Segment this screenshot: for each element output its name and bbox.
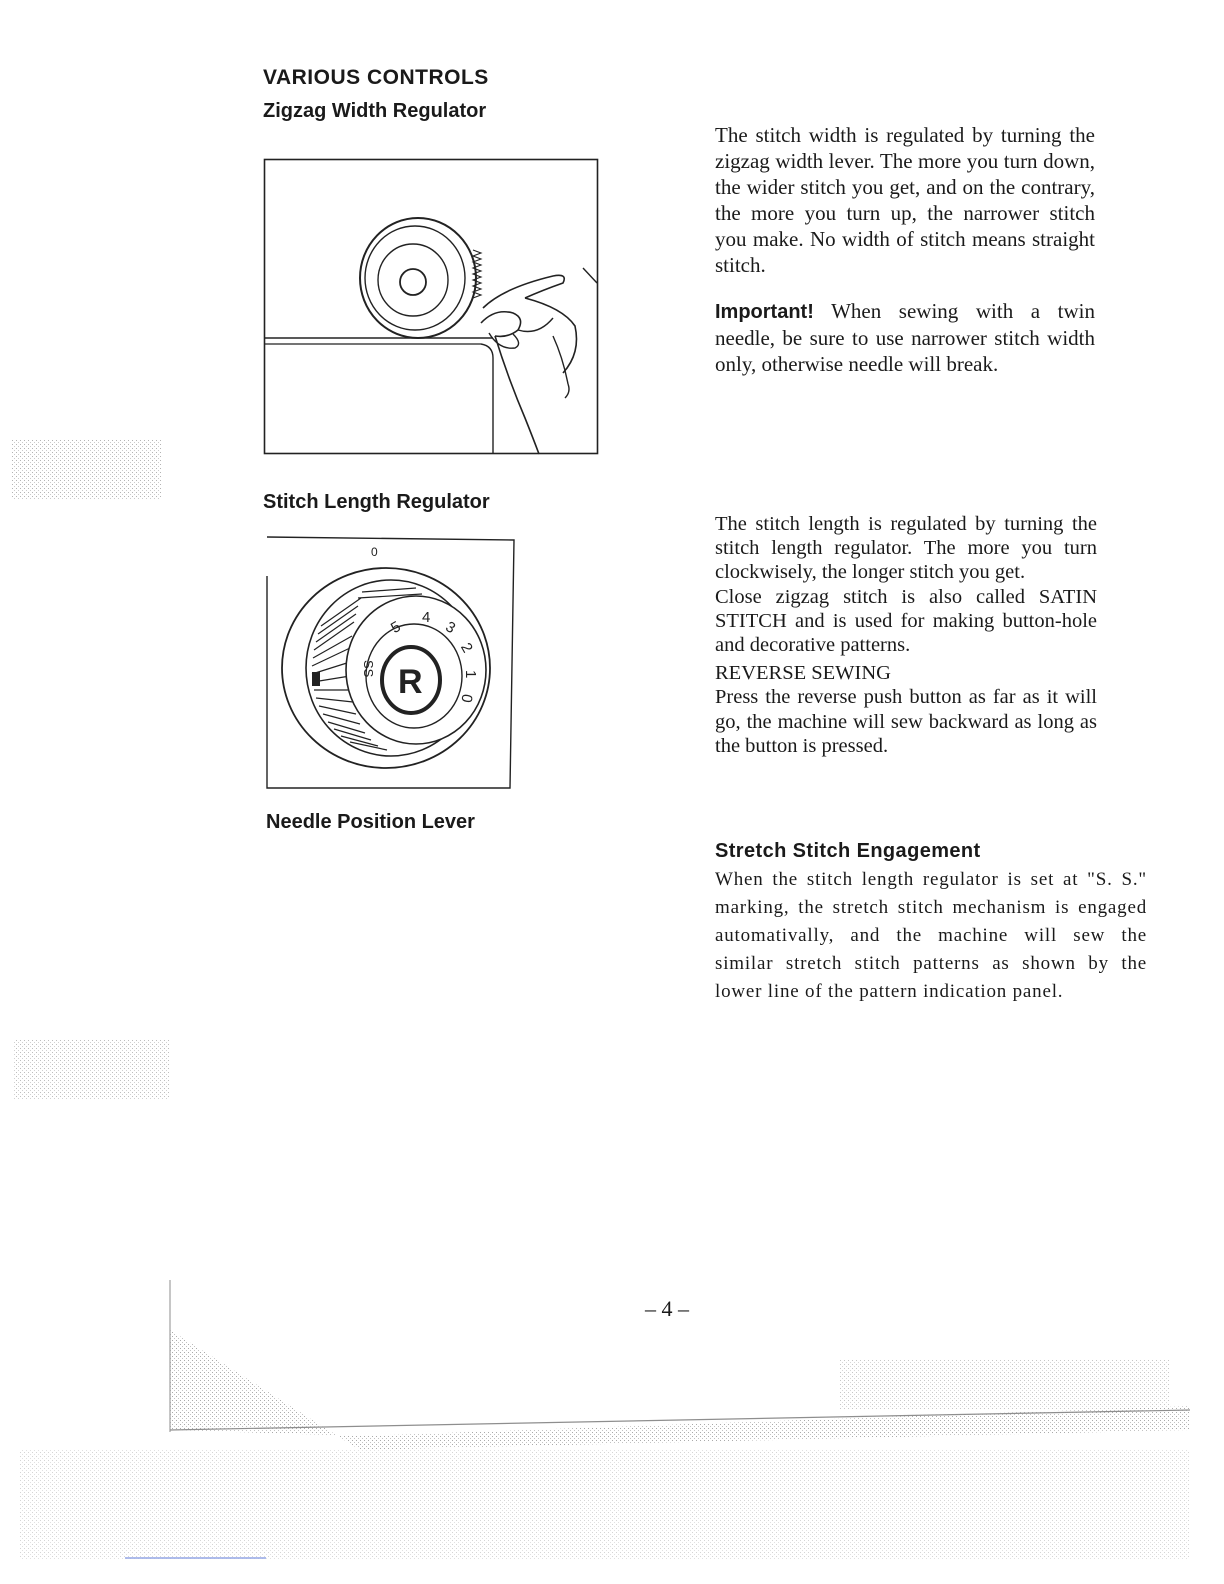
dial-number: 1 [462, 670, 479, 679]
stretch-stitch-text: When the stitch length regulator is set at "S. S." marking, the stretch stitch mechanism is engaged automativally, and the machine will sew the similar stretch stitch patterns as shown by the lower line of the pattern indication panel. [715, 869, 1147, 1002]
stitch-length-heading: Stitch Length Regulator [263, 491, 490, 513]
dial-number: 5 [388, 618, 404, 637]
zigzag-text: The stitch width is regulated by turning the zigzag width lever. The more you turn down, the wider stitch you get, and on the contrary, the more you turn up, the narrower stitch you make. No width of stitch means straight stitch. [715, 123, 1095, 277]
dial-reverse-label: R [398, 663, 423, 701]
dial-number: 2 [457, 640, 476, 656]
dial-ss-label: SS [361, 660, 376, 678]
reverse-sewing-heading: REVERSE SEWING [715, 662, 891, 685]
reverse-sewing-text: Press the reverse push button as far as it will go, the machine will sew backward as long as the button is pressed. [715, 686, 1097, 757]
section-title: VARIOUS CONTROLS [263, 66, 489, 89]
dial-number: 3 [442, 618, 459, 638]
stretch-stitch-heading: Stretch Stitch Engagement [715, 840, 981, 862]
needle-position-heading: Needle Position Lever [266, 811, 475, 833]
dial-number: 4 [422, 609, 431, 626]
stitch-length-text: The stitch length is regulated by turning the stitch length regulator. The more you turn clockwisely, the longer stitch you get. [715, 513, 1097, 584]
page-number: – 4 – [645, 1296, 689, 1321]
important-label: Important! [715, 301, 814, 323]
important-text: When sewing with a twin needle, be sure to use narrower stitch width only, otherwise needle will break. [715, 299, 1095, 376]
dial-number: 0 [457, 692, 476, 704]
satin-stitch-text: Close zigzag stitch is also called SATIN STITCH and is used for making button-hole and decorative patterns. [715, 585, 1097, 657]
dial-top-mark: 0 [371, 545, 378, 559]
zigzag-heading: Zigzag Width Regulator [263, 100, 487, 122]
